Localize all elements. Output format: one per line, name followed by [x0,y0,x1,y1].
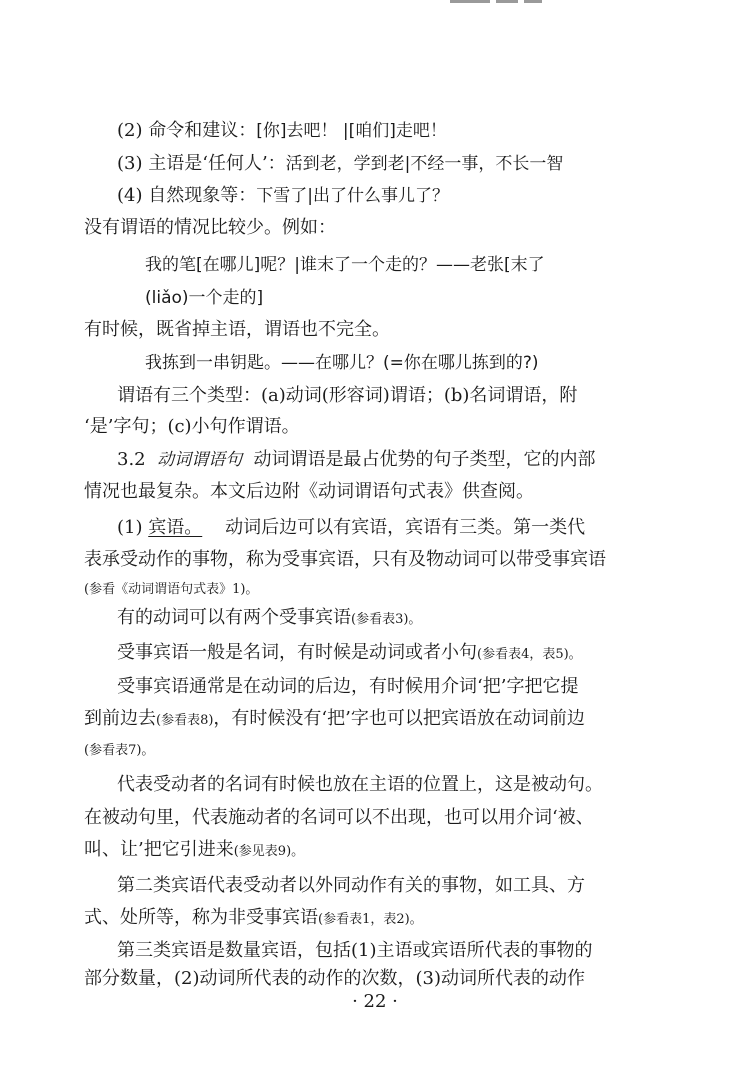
ba-text-b: ，有时候没有‘把’字也可以把宾语放在动词前边 [213,708,585,729]
list-item-2-label: (2) 命令和建议： [117,120,257,141]
second-type-reference: (参看表1，表2)。 [318,912,423,927]
paragraph-ba-line-2 [84,706,585,734]
list-item-3 [117,151,563,177]
list-item-4-example: 下雪了|出了什么事儿了？ [256,186,449,206]
paragraph-noun-object [117,640,582,668]
passive-text: 叫、让’把它引进来 [84,839,234,860]
two-objects-text: 有的动词可以有两个受事宾语 [117,607,351,628]
paragraph-ba-line-1: 受事宾语通常是在动词的后边，有时候用介词‘把’字把它提 [117,676,579,697]
section-text-1: 动词谓语是最占优势的句子类型，它的内部 [253,449,596,470]
paragraph-passive-line-1: 代表受动者的名词有时候也放在主语的位置上，这是被动句。 [117,774,603,795]
passive-reference: (参见表9)。 [233,844,305,859]
ba-reference-8: (参看表8) [156,713,214,728]
ba-reference-7: (参看表7)。 [84,743,155,758]
section-3-2-line-1 [117,447,596,473]
paragraph-no-predicate: 没有谓语的情况比较少。例如： [84,217,336,238]
object-term: 宾语。 [148,517,203,538]
list-item-2-example: [你]去吧！ |[咱们]走吧！ [256,121,447,141]
second-type-text: 式、处所等，称为非受事宾语 [84,907,318,928]
example-2: 我拣到一串钥匙。——在哪儿？(=你在哪儿拣到的?) [145,353,539,373]
paragraph-types-line-1: 谓语有三个类型：(a)动词(形容词)谓语；(b)名词谓语，附 [117,385,578,406]
paragraph-second-type-line-2 [84,905,423,933]
paragraph-third-type-line-2: 部分数量，(2)动词所代表的动作的次数，(3)动词所代表的动作 [84,968,585,989]
object-paragraph-line-1 [117,515,585,541]
object-reference: (参看《动词谓语句式表》1)。 [84,582,259,597]
example-1-line-1: 我的笔[在哪儿]呢？|谁末了一个走的？——老张[末了 [145,255,545,275]
scan-artifact [450,0,580,8]
paragraph-types-line-2: ‘是’字句；(c)小句作谓语。 [84,416,300,437]
section-heading: 动词谓语句 [157,450,243,470]
noun-object-text: 受事宾语一般是名词，有时候是动词或者小句 [117,642,477,663]
paragraph-third-type-line-1: 第三类宾语是数量宾语，包括(1)主语或宾语所代表的事物的 [117,940,593,961]
paragraph-passive-line-3 [84,837,304,865]
list-item-3-example: 活到老，学到老|不经一事，不长一智 [285,154,564,174]
object-text-2: 表承受动作的事物，称为受事宾语，只有及物动词可以带受事宾语 [84,549,606,570]
paragraph-two-objects [117,605,421,633]
page-number: · 22 · [352,991,398,1012]
object-label: (1) [117,517,143,538]
two-objects-reference: (参看表3)。 [351,612,422,627]
list-item-4 [117,183,449,209]
noun-object-reference: (参看表4，表5)。 [477,647,582,662]
paragraph-passive-line-2: 在被动句里，代表施动者的名词可以不出现，也可以用介词‘被、 [84,807,594,828]
section-number: 3.2 [117,449,146,470]
example-1-line-2: (liǎo)一个走的] [145,288,264,308]
paragraph-second-type-line-1: 第二类宾语代表受动者以外同动作有关的事物，如工具、方 [117,875,585,896]
list-item-4-label: (4) 自然现象等： [117,185,257,206]
list-item-2 [117,118,447,144]
ba-text-a: 到前边去 [84,708,156,729]
paragraph-omit: 有时候，既省掉主语，谓语也不完全。 [84,319,390,340]
section-text-2: 情况也最复杂。本文后边附《动词谓语句式表》供查阅。 [84,481,534,502]
object-text-1: 动词后边可以有宾语，宾语有三类。第一类代 [225,517,586,538]
list-item-3-label: (3) 主语是‘任何人’： [117,153,286,174]
